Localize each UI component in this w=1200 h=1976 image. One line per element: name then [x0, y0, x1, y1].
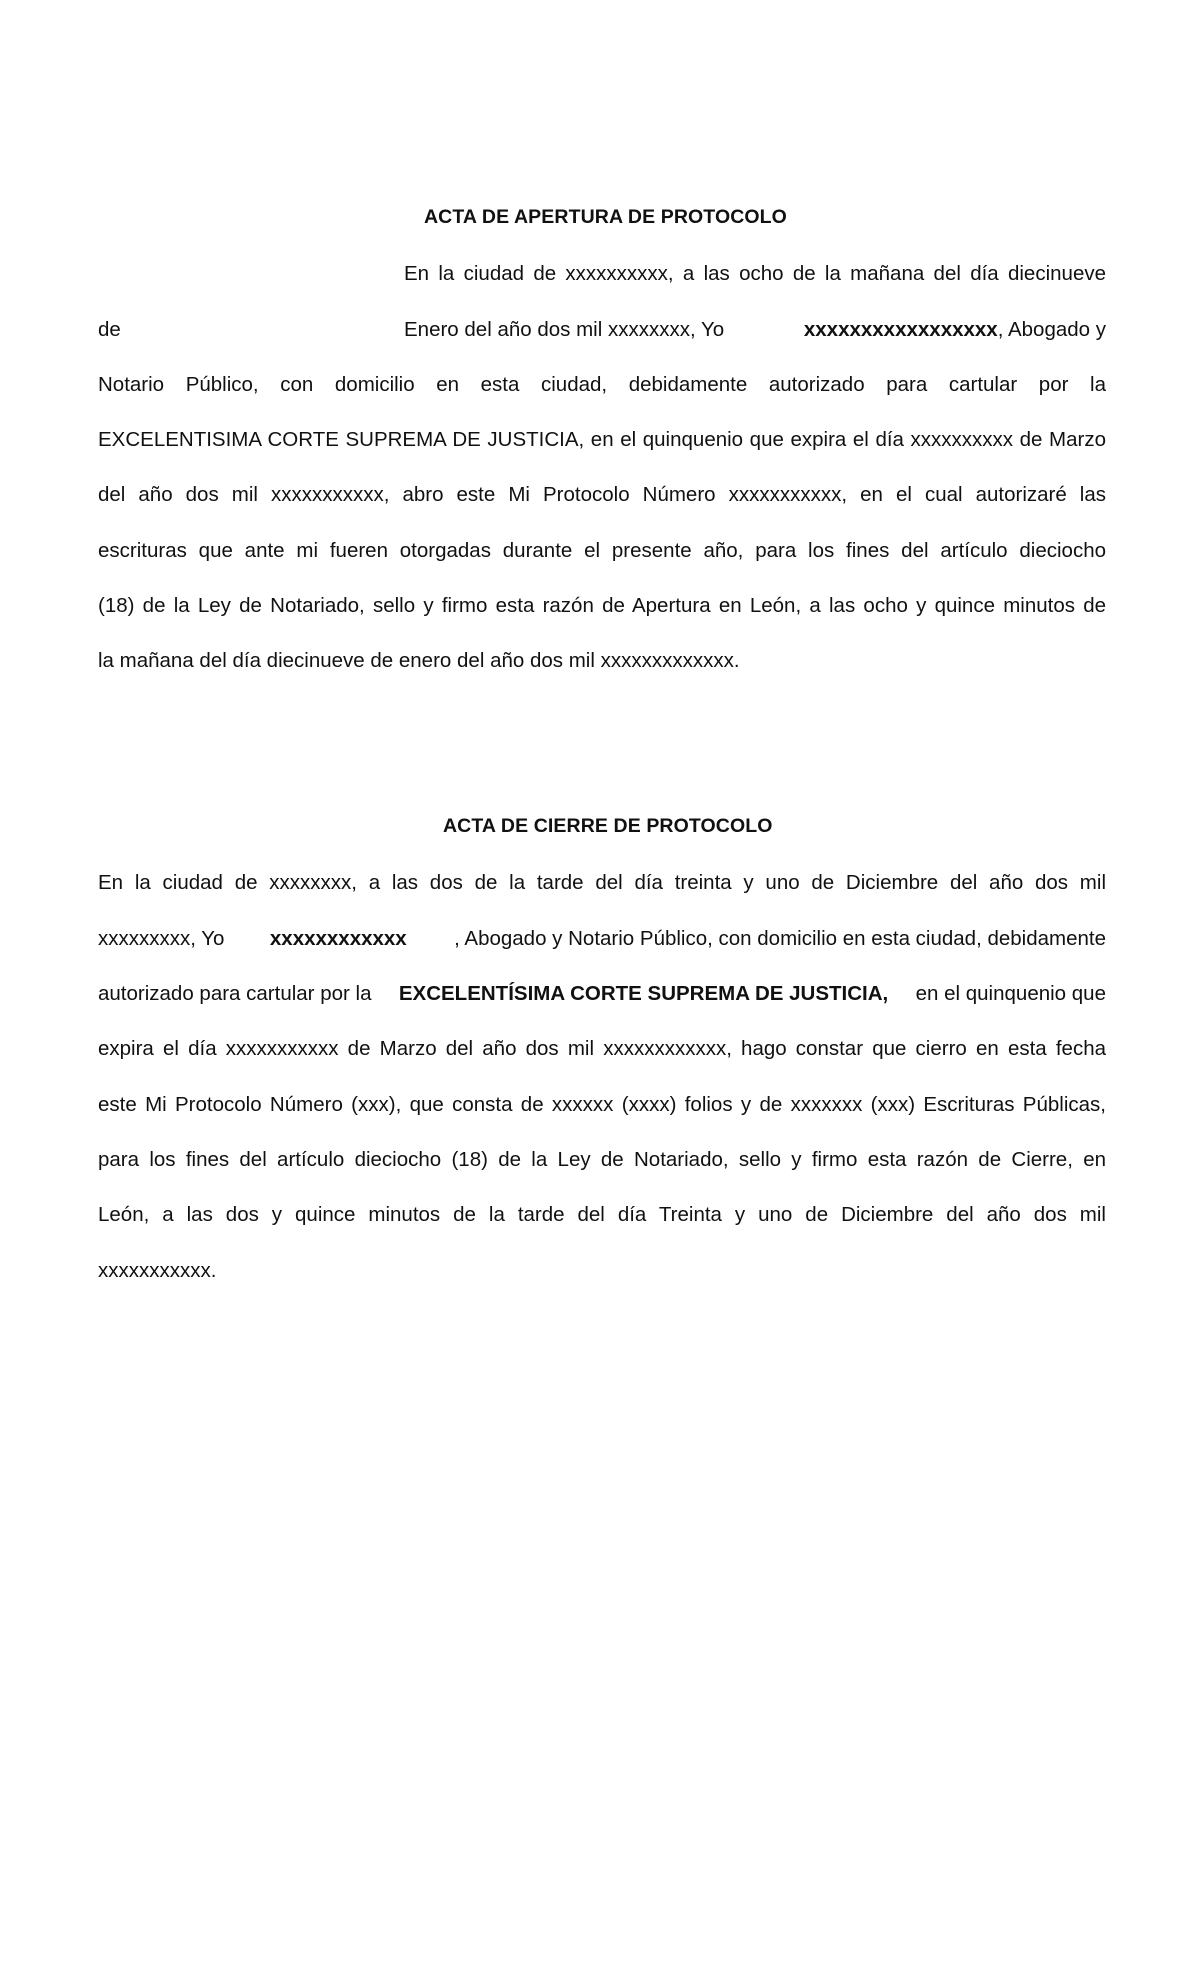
apertura-line-6 — [98, 537, 1106, 565]
cierre-line-1-text: En la ciudad de xxxxxxxx, a las dos de la tarde del día treinta y uno de Diciembre del año dos mil — [98, 871, 1106, 894]
cierre-line-8 — [98, 1257, 1106, 1285]
cierre-line-2-start: xxxxxxxxx, Yo — [98, 927, 225, 950]
cierre-line-7-text: León, a las dos y quince minutos de la tarde del día Treinta y uno de Diciembre del año dos mil — [98, 1203, 1106, 1226]
apertura-line-2-body — [404, 316, 1106, 344]
apertura-line-5-text: del año dos mil xxxxxxxxxxx, abro este Mi Protocolo Número xxxxxxxxxxx, en el cual autorizaré las — [98, 483, 1106, 506]
apertura-line-6-text: escrituras que ante mi fueren otorgadas durante el presente año, para los fines del artículo dieciocho — [98, 539, 1106, 562]
apertura-line-2-rest: Enero del año dos mil xxxxxxxx, Yo — [404, 318, 725, 341]
apertura-notary-name: xxxxxxxxxxxxxxxxx — [803, 318, 998, 341]
cierre-line-1 — [98, 869, 1106, 897]
cierre-line-4-text: expira el día xxxxxxxxxxx de Marzo del año dos mil xxxxxxxxxxxx, hago constar que cierro en esta fecha — [98, 1037, 1106, 1060]
apertura-title: ACTA DE APERTURA DE PROTOCOLO — [424, 206, 787, 228]
cierre-notary-name: xxxxxxxxxxxx — [269, 927, 407, 950]
cierre-line-6-text: para los fines del artículo dieciocho (18) de la Ley de Notariado, sello y firmo esta razón de Cierre, en — [98, 1148, 1106, 1171]
apertura-line-3-text: Notario Público, con domicilio en esta ciudad, debidamente autorizado para cartular por la — [98, 373, 1106, 396]
cierre-line-3-end: en el quinquenio que — [915, 982, 1106, 1005]
apertura-line-8 — [98, 647, 1106, 675]
cierre-title: ACTA DE CIERRE DE PROTOCOLO — [443, 815, 773, 837]
cierre-line-3-body — [98, 980, 1106, 1008]
cierre-line-8-text: xxxxxxxxxxx. — [98, 1259, 217, 1282]
apertura-line-8-text: la mañana del día diecinueve de enero del año dos mil xxxxxxxxxxxxx. — [98, 649, 740, 672]
apertura-line-1-text: En la ciudad de xxxxxxxxxx, a las ocho de la mañana del día diecinueve — [404, 262, 1106, 285]
cierre-line-2-body — [98, 925, 1106, 953]
cierre-line-3-start: autorizado para cartular por la — [98, 982, 372, 1005]
apertura-line-2-end: , Abogado y — [997, 318, 1106, 341]
cierre-line-3 — [98, 980, 1106, 1008]
cierre-line-4 — [98, 1035, 1106, 1063]
apertura-line-4 — [98, 426, 1106, 454]
cierre-line-7 — [98, 1201, 1106, 1229]
apertura-line-3 — [98, 371, 1106, 399]
apertura-line-2-tail — [804, 316, 1106, 344]
cierre-line-6 — [98, 1146, 1106, 1174]
apertura-line-5 — [98, 481, 1106, 509]
cierre-line-2 — [98, 925, 1106, 953]
apertura-line-7 — [98, 592, 1106, 620]
apertura-line-2 — [98, 316, 1106, 344]
apertura-line-4-text: EXCELENTISIMA CORTE SUPREMA DE JUSTICIA, en el quinquenio que expira el día xxxxxxxxxx de Marzo — [98, 428, 1106, 451]
apertura-line-7-text: (18) de la Ley de Notariado, sello y firmo esta razón de Apertura en León, a las ocho y quince minutos de — [98, 594, 1106, 617]
apertura-line-1 — [404, 260, 1106, 288]
apertura-line-2-de: de — [98, 318, 121, 341]
cierre-line-5 — [98, 1091, 1106, 1119]
cierre-court-name: EXCELENTÍSIMA CORTE SUPREMA DE JUSTICIA, — [398, 982, 889, 1005]
cierre-line-5-text: este Mi Protocolo Número (xxx), que consta de xxxxxx (xxxx) folios y de xxxxxxx (xxx) Escrituras Públicas, — [98, 1093, 1106, 1116]
cierre-line-2-end: , Abogado y Notario Público, con domicilio en esta ciudad, debidamente — [454, 927, 1106, 950]
